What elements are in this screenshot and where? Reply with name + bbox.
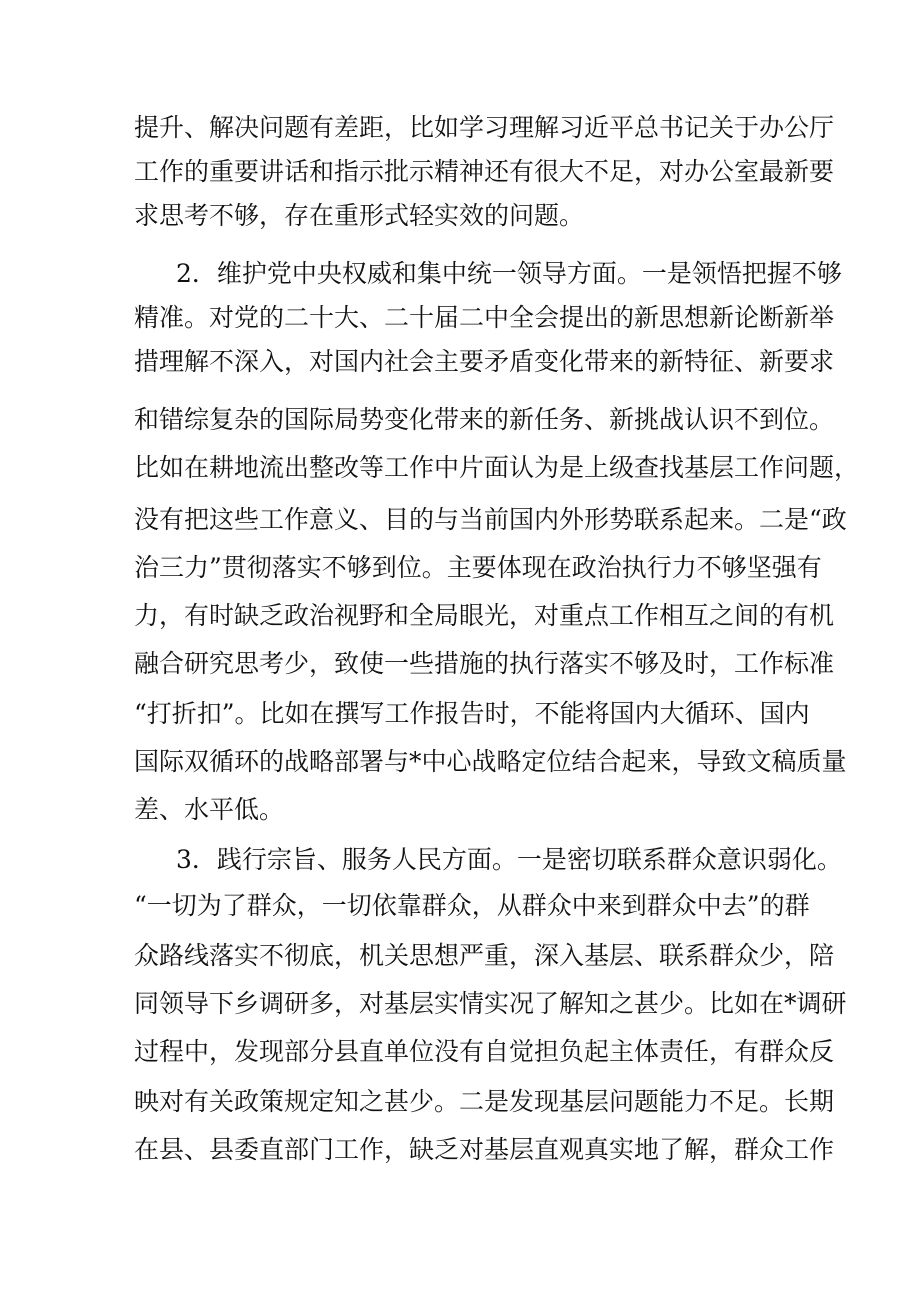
text-line: 力，有时缺乏政治视野和全局眼光，对重点工作相互之间的有机 [134,601,835,630]
text-line: 提升、解决问题有差距，比如学习理解习近平总书记关于办公厅 [134,113,835,142]
text-line: “一切为了群众，一切依靠群众，从群众中来到群众中去”的群 [134,891,810,920]
text-line: 工作的重要讲话和指示批示精神还有很大不足，对办公室最新要 [134,157,835,186]
text-line: 和错综复杂的国际局势变化带来的新任务、新挑战认识不到位。 [134,405,835,434]
text-line: 融合研究思考少，致使一些措施的执行落实不够及时，工作标准 [134,649,835,678]
text-line: 比如在耕地流出整改等工作中片面认为是上级查找基层工作问题， [134,453,860,482]
text-line: 精准。对党的二十大、二十届二中全会提出的新思想新论断新举 [134,303,835,332]
text-line: 众路线落实不彻底，机关思想严重，深入基层、联系群众少，陪 [134,941,835,970]
paragraph-heading-2: 2．维护党中央权威和集中统一领导方面。一是领悟把握不够 [176,259,842,288]
text-line: 求思考不够，存在重形式轻实效的问题。 [134,201,585,230]
text-line: 国际双循环的战略部署与*中心战略定位结合起来，导致文稿质量 [134,747,847,776]
text-line: 在县、县委直部门工作，缺乏对基层直观真实地了解，群众工作 [134,1135,835,1164]
text-line: 没有把这些工作意义、目的与当前国内外形势联系起来。二是“政 [134,505,847,534]
text-line: 同领导下乡调研多，对基层实情实况了解知之甚少。比如在*调研 [134,989,847,1018]
text-line: 映对有关政策规定知之甚少。二是发现基层问题能力不足。长期 [134,1087,835,1116]
text-line: 措理解不深入，对国内社会主要矛盾变化带来的新特征、新要求 [134,347,835,376]
text-line: 过程中，发现部分县直单位没有自觉担负起主体责任，有群众反 [134,1037,835,1066]
paragraph-heading-3: 3．践行宗旨、服务人民方面。一是密切联系群众意识弱化。 [176,845,842,874]
text-line: 差、水平低。 [134,795,285,824]
text-line: “打折扣”。比如在撰写工作报告时，不能将国内大循环、国内 [134,699,810,728]
text-line: 治三力”贯彻落实不够到位。主要体现在政治执行力不够坚强有 [134,553,822,582]
